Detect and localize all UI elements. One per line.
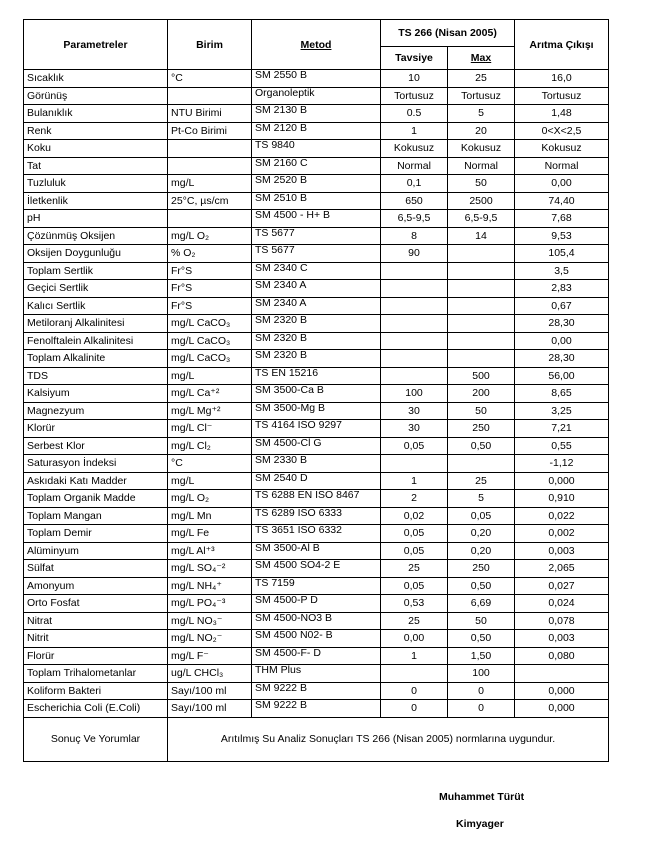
max-cell: 0,20: [448, 525, 515, 543]
table-row: [24, 665, 609, 683]
method-cell: SM 2510 B: [252, 192, 381, 210]
recommended-cell: 1: [381, 647, 448, 665]
output-cell: 0,002: [515, 525, 609, 543]
recommended-header: Tavsiye: [381, 47, 448, 70]
unit-cell: mg/L CaCO₃: [168, 332, 252, 350]
output-cell: 0,003: [515, 542, 609, 560]
unit-cell: mg/L: [168, 175, 252, 193]
param-cell: Nitrat: [24, 612, 168, 630]
method-cell: SM 2320 B: [252, 332, 381, 350]
method-cell: SM 4500-P D: [252, 595, 381, 613]
recommended-cell: 0,53: [381, 595, 448, 613]
table-row: [24, 595, 609, 613]
unit-cell: mg/L Fe: [168, 525, 252, 543]
param-cell: Toplam Sertlik: [24, 262, 168, 280]
output-cell: 7,68: [515, 210, 609, 228]
table-row: [24, 490, 609, 508]
table-row: [24, 175, 609, 193]
param-cell: Nitrit: [24, 630, 168, 648]
output-cell: 28,30: [515, 350, 609, 368]
param-cell: Serbest Klor: [24, 437, 168, 455]
unit-cell: °C: [168, 70, 252, 88]
output-cell: Normal: [515, 157, 609, 175]
recommended-cell: 0,05: [381, 542, 448, 560]
method-cell: SM 4500-NO3 B: [252, 612, 381, 630]
results-label: Sonuç Ve Yorumlar: [24, 717, 168, 761]
method-cell: SM 2160 C: [252, 157, 381, 175]
method-cell: SM 4500 - H+ B: [252, 210, 381, 228]
max-cell: 250: [448, 560, 515, 578]
unit-cell: [168, 210, 252, 228]
output-cell: 105,4: [515, 245, 609, 263]
method-cell: TS EN 15216: [252, 367, 381, 385]
method-cell: SM 9222 B: [252, 682, 381, 700]
table-row: [24, 192, 609, 210]
recommended-cell: 0.5: [381, 105, 448, 123]
unit-cell: Sayı/100 ml: [168, 700, 252, 718]
table-row: [24, 630, 609, 648]
param-cell: Toplam Trihalometanlar: [24, 665, 168, 683]
recommended-cell: Tortusuz: [381, 87, 448, 105]
param-cell: Toplam Organik Madde: [24, 490, 168, 508]
method-cell: TS 9840: [252, 140, 381, 158]
recommended-cell: 0: [381, 700, 448, 718]
table-row: [24, 122, 609, 140]
param-cell: Geçici Sertlik: [24, 280, 168, 298]
param-cell: Sülfat: [24, 560, 168, 578]
output-cell: 0,022: [515, 507, 609, 525]
table-row: [24, 542, 609, 560]
param-cell: pH: [24, 210, 168, 228]
table-row: [24, 682, 609, 700]
param-cell: Tuzluluk: [24, 175, 168, 193]
recommended-cell: 0,05: [381, 525, 448, 543]
analysis-table: [23, 19, 609, 762]
unit-cell: mg/L PO₄⁻³: [168, 595, 252, 613]
unit-cell: NTU Birimi: [168, 105, 252, 123]
table-row: [24, 332, 609, 350]
param-cell: Koku: [24, 140, 168, 158]
max-cell: 2500: [448, 192, 515, 210]
recommended-cell: 10: [381, 70, 448, 88]
method-cell: SM 3500-Al B: [252, 542, 381, 560]
table-row: [24, 560, 609, 578]
param-cell: Orto Fosfat: [24, 595, 168, 613]
unit-cell: [168, 87, 252, 105]
method-cell: SM 4500-Cl G: [252, 437, 381, 455]
unit-cell: mg/L O₂: [168, 227, 252, 245]
param-cell: Magnezyum: [24, 402, 168, 420]
unit-cell: Fr°S: [168, 262, 252, 280]
output-cell: 7,21: [515, 420, 609, 438]
signature-name: Muhammet Türüt: [439, 791, 525, 803]
output-cell: 0,67: [515, 297, 609, 315]
output-header: Arıtma Çıkışı: [515, 20, 609, 70]
method-cell: SM 2340 A: [252, 297, 381, 315]
max-cell: 0,50: [448, 630, 515, 648]
recommended-cell: 100: [381, 385, 448, 403]
method-cell: SM 3500-Mg B: [252, 402, 381, 420]
output-cell: 0,024: [515, 595, 609, 613]
output-cell: 0,55: [515, 437, 609, 455]
output-cell: 0,000: [515, 472, 609, 490]
results-text: Arıtılmış Su Analiz Sonuçları TS 266 (Nisan 2005) normlarına uygundur.: [168, 717, 609, 761]
max-cell: 0,50: [448, 577, 515, 595]
table-row: [24, 507, 609, 525]
unit-cell: mg/L Mn: [168, 507, 252, 525]
recommended-cell: Normal: [381, 157, 448, 175]
method-cell: TS 6288 EN ISO 8467: [252, 490, 381, 508]
unit-cell: mg/L Al⁺³: [168, 542, 252, 560]
max-cell: [448, 280, 515, 298]
recommended-cell: 650: [381, 192, 448, 210]
max-cell: [448, 297, 515, 315]
max-cell: 5: [448, 105, 515, 123]
table-row: [24, 262, 609, 280]
method-cell: TS 5677: [252, 227, 381, 245]
unit-cell: mg/L NO₂⁻: [168, 630, 252, 648]
output-cell: 2,83: [515, 280, 609, 298]
max-cell: 0: [448, 700, 515, 718]
recommended-cell: 0,1: [381, 175, 448, 193]
recommended-cell: 25: [381, 560, 448, 578]
table-row: [24, 70, 609, 88]
recommended-cell: 0,02: [381, 507, 448, 525]
param-cell: Tat: [24, 157, 168, 175]
recommended-cell: [381, 665, 448, 683]
table-row: [24, 350, 609, 368]
max-cell: 20: [448, 122, 515, 140]
unit-cell: mg/L SO₄⁻²: [168, 560, 252, 578]
output-cell: 1,48: [515, 105, 609, 123]
param-cell: Fenolftalein Alkalinitesi: [24, 332, 168, 350]
method-cell: SM 9222 B: [252, 700, 381, 718]
method-cell: SM 2540 D: [252, 472, 381, 490]
method-cell: TS 5677: [252, 245, 381, 263]
param-cell: Oksijen Doygunluğu: [24, 245, 168, 263]
max-cell: 0,50: [448, 437, 515, 455]
output-cell: 0,003: [515, 630, 609, 648]
method-cell: TS 4164 ISO 9297: [252, 420, 381, 438]
max-cell: 250: [448, 420, 515, 438]
recommended-cell: 30: [381, 402, 448, 420]
param-cell: Koliform Bakteri: [24, 682, 168, 700]
recommended-cell: 0: [381, 682, 448, 700]
output-cell: 0,000: [515, 682, 609, 700]
param-cell: Klorür: [24, 420, 168, 438]
max-cell: [448, 262, 515, 280]
method-cell: SM 2520 B: [252, 175, 381, 193]
method-cell: SM 2130 B: [252, 105, 381, 123]
max-cell: 50: [448, 402, 515, 420]
max-cell: 1,50: [448, 647, 515, 665]
method-cell: SM 4500 SO4-2 E: [252, 560, 381, 578]
output-cell: 0,078: [515, 612, 609, 630]
max-cell: 25: [448, 472, 515, 490]
unit-cell: mg/L Mg⁺²: [168, 402, 252, 420]
unit-cell: ug/L CHCl₃: [168, 665, 252, 683]
recommended-cell: [381, 332, 448, 350]
param-cell: Toplam Alkalinite: [24, 350, 168, 368]
recommended-cell: 2: [381, 490, 448, 508]
table-row: [24, 280, 609, 298]
method-cell: SM 4500-F- D: [252, 647, 381, 665]
output-cell: 3,5: [515, 262, 609, 280]
recommended-cell: 1: [381, 472, 448, 490]
unit-cell: 25°C, µs/cm: [168, 192, 252, 210]
table-row: [24, 315, 609, 333]
param-cell: İletkenlik: [24, 192, 168, 210]
unit-cell: mg/L CaCO₃: [168, 315, 252, 333]
max-cell: Kokusuz: [448, 140, 515, 158]
unit-cell: Pt-Co Birimi: [168, 122, 252, 140]
recommended-cell: 6,5-9,5: [381, 210, 448, 228]
output-cell: 0,910: [515, 490, 609, 508]
method-cell: TS 7159: [252, 577, 381, 595]
max-cell: 0: [448, 682, 515, 700]
table-row: [24, 245, 609, 263]
recommended-cell: 1: [381, 122, 448, 140]
output-cell: 16,0: [515, 70, 609, 88]
max-cell: 50: [448, 175, 515, 193]
unit-cell: mg/L Ca⁺²: [168, 385, 252, 403]
param-cell: Kalsiyum: [24, 385, 168, 403]
unit-cell: °C: [168, 455, 252, 473]
method-cell: THM Plus: [252, 665, 381, 683]
max-cell: 100: [448, 665, 515, 683]
recommended-cell: 90: [381, 245, 448, 263]
unit-header: Birim: [168, 20, 252, 70]
param-cell: Sıcaklık: [24, 70, 168, 88]
results-row: [24, 717, 609, 761]
method-cell: SM 2330 B: [252, 455, 381, 473]
recommended-cell: Kokusuz: [381, 140, 448, 158]
table-row: [24, 437, 609, 455]
max-cell: Tortusuz: [448, 87, 515, 105]
output-cell: 0<X<2,5: [515, 122, 609, 140]
max-cell: 14: [448, 227, 515, 245]
recommended-cell: 30: [381, 420, 448, 438]
table-row: [24, 105, 609, 123]
unit-cell: mg/L F⁻: [168, 647, 252, 665]
recommended-cell: 0,00: [381, 630, 448, 648]
max-cell: 0,20: [448, 542, 515, 560]
table-row: [24, 402, 609, 420]
param-cell: Bulanıklık: [24, 105, 168, 123]
max-cell: 50: [448, 612, 515, 630]
param-cell: Metiloranj Alkalinitesi: [24, 315, 168, 333]
unit-cell: Sayı/100 ml: [168, 682, 252, 700]
param-cell: Escherichia Coli (E.Coli): [24, 700, 168, 718]
max-cell: 6,69: [448, 595, 515, 613]
param-cell: TDS: [24, 367, 168, 385]
recommended-cell: 0,05: [381, 437, 448, 455]
unit-cell: mg/L: [168, 472, 252, 490]
method-cell: SM 4500 N02- B: [252, 630, 381, 648]
table-row: [24, 525, 609, 543]
param-cell: Toplam Demir: [24, 525, 168, 543]
recommended-cell: [381, 455, 448, 473]
max-cell: 6,5-9,5: [448, 210, 515, 228]
max-cell: Normal: [448, 157, 515, 175]
method-cell: SM 2320 B: [252, 315, 381, 333]
table-row: [24, 140, 609, 158]
max-cell: 25: [448, 70, 515, 88]
table-row: [24, 455, 609, 473]
standard-header: TS 266 (Nisan 2005): [381, 20, 515, 47]
param-cell: Askıdaki Katı Madder: [24, 472, 168, 490]
table-row: [24, 647, 609, 665]
method-cell: TS 3651 ISO 6332: [252, 525, 381, 543]
output-cell: [515, 665, 609, 683]
output-cell: 0,000: [515, 700, 609, 718]
param-cell: Kalıcı Sertlik: [24, 297, 168, 315]
param-cell: Saturasyon İndeksi: [24, 455, 168, 473]
max-header: Max: [448, 47, 515, 70]
max-cell: [448, 332, 515, 350]
output-cell: 0,027: [515, 577, 609, 595]
output-cell: 28,30: [515, 315, 609, 333]
table-row: [24, 87, 609, 105]
output-cell: 2,065: [515, 560, 609, 578]
unit-cell: mg/L CaCO₃: [168, 350, 252, 368]
output-cell: 3,25: [515, 402, 609, 420]
unit-cell: Fr°S: [168, 280, 252, 298]
recommended-cell: [381, 297, 448, 315]
param-cell: Toplam Mangan: [24, 507, 168, 525]
method-cell: SM 2340 C: [252, 262, 381, 280]
method-cell: Organoleptik: [252, 87, 381, 105]
unit-cell: mg/L Cl₂: [168, 437, 252, 455]
output-cell: 56,00: [515, 367, 609, 385]
max-cell: [448, 350, 515, 368]
max-cell: [448, 455, 515, 473]
table-row: [24, 612, 609, 630]
table-row: [24, 420, 609, 438]
param-cell: Alüminyum: [24, 542, 168, 560]
recommended-cell: [381, 280, 448, 298]
max-cell: 200: [448, 385, 515, 403]
method-cell: SM 2120 B: [252, 122, 381, 140]
recommended-cell: [381, 367, 448, 385]
table-row: [24, 367, 609, 385]
max-cell: 0,05: [448, 507, 515, 525]
param-cell: Amonyum: [24, 577, 168, 595]
recommended-cell: 8: [381, 227, 448, 245]
output-cell: 8,65: [515, 385, 609, 403]
method-cell: SM 3500-Ca B: [252, 385, 381, 403]
output-cell: 0,080: [515, 647, 609, 665]
table-row: [24, 210, 609, 228]
table-row: [24, 577, 609, 595]
param-cell: Renk: [24, 122, 168, 140]
header-row: [24, 20, 609, 47]
param-cell: Çözünmüş Oksijen: [24, 227, 168, 245]
output-cell: Kokusuz: [515, 140, 609, 158]
table-row: [24, 227, 609, 245]
unit-cell: % O₂: [168, 245, 252, 263]
output-cell: 9,53: [515, 227, 609, 245]
max-cell: 5: [448, 490, 515, 508]
recommended-cell: 0,05: [381, 577, 448, 595]
unit-cell: mg/L O₂: [168, 490, 252, 508]
method-header: Metod: [252, 20, 381, 70]
signature-title: Kimyager: [456, 818, 504, 830]
output-cell: 74,40: [515, 192, 609, 210]
unit-cell: [168, 140, 252, 158]
unit-cell: mg/L: [168, 367, 252, 385]
output-cell: 0,00: [515, 175, 609, 193]
recommended-cell: [381, 262, 448, 280]
unit-cell: mg/L NH₄⁺: [168, 577, 252, 595]
output-cell: Tortusuz: [515, 87, 609, 105]
table-row: [24, 385, 609, 403]
unit-cell: Fr°S: [168, 297, 252, 315]
method-cell: SM 2550 B: [252, 70, 381, 88]
method-cell: SM 2320 B: [252, 350, 381, 368]
table-row: [24, 472, 609, 490]
table-row: [24, 297, 609, 315]
unit-cell: [168, 157, 252, 175]
param-cell: Görünüş: [24, 87, 168, 105]
unit-cell: mg/L Cl⁻: [168, 420, 252, 438]
max-cell: [448, 315, 515, 333]
max-cell: [448, 245, 515, 263]
parameter-header: Parametreler: [24, 20, 168, 70]
output-cell: -1,12: [515, 455, 609, 473]
method-cell: TS 6289 ISO 6333: [252, 507, 381, 525]
max-cell: 500: [448, 367, 515, 385]
method-cell: SM 2340 A: [252, 280, 381, 298]
recommended-cell: [381, 350, 448, 368]
param-cell: Florür: [24, 647, 168, 665]
unit-cell: mg/L NO₃⁻: [168, 612, 252, 630]
table-row: [24, 157, 609, 175]
output-cell: 0,00: [515, 332, 609, 350]
table-row: [24, 700, 609, 718]
recommended-cell: [381, 315, 448, 333]
recommended-cell: 25: [381, 612, 448, 630]
